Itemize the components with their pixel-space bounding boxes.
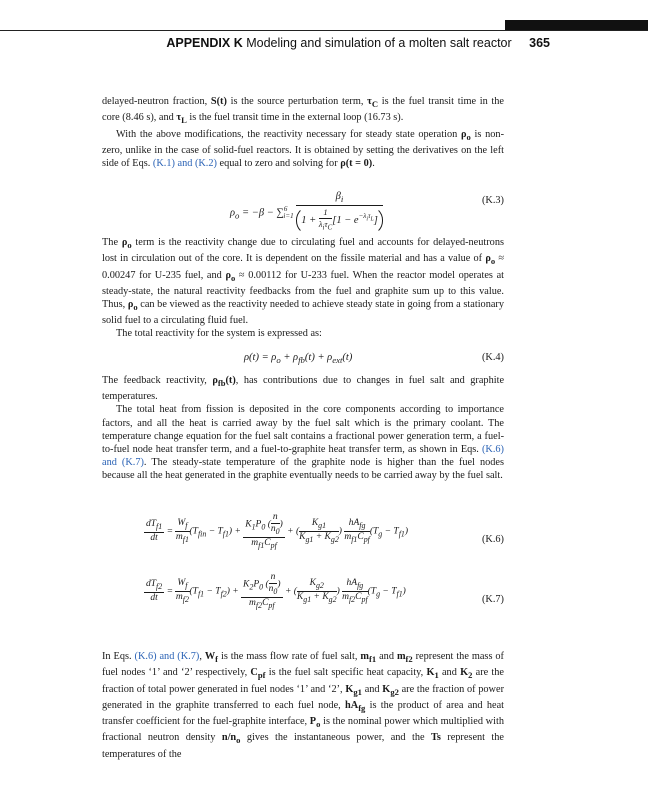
appendix-label: APPENDIX K bbox=[166, 36, 243, 50]
eq-ref-link[interactable]: (K.6) and (K.7) bbox=[134, 651, 200, 662]
equation-k7: $\frac{dT_{f2}}{dt}$ = $\frac{W_f}{m_{f2}}$ $(T_{f1} - T_{f2})$ + $K_2P_0$ ( $\frac{n}{n_0}$ ) $m_{f2}C_{pf}$ + ( $\frac{K_{g2}}{K_{g1} + K_{g2}}$ ) $\frac{hA_{fg}}{m_{f2}C_{pf}}$ $(T_g - T_{f1})$ (K.7) bbox=[146, 572, 504, 610]
eq-ref-link[interactable]: (K.1) and (K.2) bbox=[152, 157, 217, 169]
page-number: 365 bbox=[529, 36, 550, 50]
paragraph-definitions: In Eqs. (K.6) and (K.7), $W_f$ is the mass flow rate of fuel salt, $m_{f1}$ and $m_{f2}$ represent the mass of fuel nodes ‘1’ and ‘2’ respectively, $C_{pf}$ is the fuel salt specific heat capacity, $K_1$ and $K_2$ are the fraction of total power generated in fuel nodes ‘1’ and ‘2’, $K_{g1}$ and $K_{g2}$ are the fraction of power generated in the graphite transferred to each fuel node, $hA_{fg}$ is the product of area and heat transfer coefficient for the fuel-graphite interface, $P_o$ is the nominal power which multiplied with fractional neutron density $n/n_o$ gives the instantaneous power, and the Ts represent the temperatures of the bbox=[102, 651, 505, 760]
paragraph-modifications: With the above modifications, the reactivity necessary for steady state operation $\rho_o$ is non-zero, unlike in the case of solid-fuel reactors. It is obtained by setting the derivatives on the left side of Eqs. (K.1) and (K.2) equal to zero and solving for ρ(t = 0). bbox=[102, 128, 504, 169]
paragraph-total-reactivity: The total reactivity for the system is expressed as: bbox=[116, 328, 322, 340]
paragraph-transit: delayed-neutron fraction, S(t) is the source perturbation term, $\tau_C$ is the fuel transit time in the core (8.46 s), and $\tau_L$ is the fuel transit time in the external loop (16.73 s). bbox=[102, 96, 504, 126]
text-block-1 bbox=[102, 95, 504, 170]
header-bar bbox=[505, 20, 648, 30]
paragraph-feedback: The feedback reactivity, $\rho_{fb}(t)$, has contributions due to changes in fuel salt and graphite temperatures. bbox=[102, 375, 505, 403]
equation-k6: $\frac{dT_{f1}}{dt}$ = $\frac{W_f}{m_{f1}}$ $(T_{fin} - T_{f1})$ + $K_1P_0$ ( $\frac{n}{n_0}$ ) $m_{f1}C_{pf}$ + ( $\frac{K_{g1}}{K_{g1} + K_{g2}}$ ) $\frac{hA_{fg}}{m_{f1}C_{pf}}$ $(T_g - T_{f1})$ (K.6) bbox=[146, 512, 504, 550]
text-block-3 bbox=[102, 374, 504, 483]
paragraph-rho-term: The $\rho_o$ term is the reactivity change due to circulating fuel and accounts for delayed-neutrons lost in circulation out of the core. It is dependent on the fissile material and has a value of $\rho_o \approx 0.00247$ for U-235 fuel, and $\rho_o \approx 0.00112$ for U-233 fuel. When the reactor model operates at steady-state, the natural reactivity feedbacks from the fuel and graphite sum up to this value. Thus, $\rho_o$ can be viewed as the reactivity needed to achieve steady state in going from a stationary solid fuel to a circulating fluid fuel. bbox=[102, 237, 505, 327]
equation-number: (K.4) bbox=[481, 352, 504, 363]
running-header bbox=[0, 36, 550, 50]
equation-number: (K.7) bbox=[481, 594, 504, 605]
eq-ref-link[interactable]: (K.6) and (K.7) bbox=[102, 444, 504, 469]
equation-number: (K.6) bbox=[481, 534, 504, 545]
equation-number: (K.3) bbox=[481, 195, 504, 206]
paragraph-heat: The total heat from fission is deposited in the core components according to importance factors, and all the heat is carried away by the fuel salt which is the primary coolant. The temperature change equation for the fuel salt contains a fractional power generation term, a fuel-to-fuel node heat transfer term, and a fuel-to-graphite heat transfer term, as shown in Eqs. (K.6) and (K.7). The steady-state temperature of the graphite node is higher than the fuel nodes because all the heat generated in the graphite eventually needs to be carried away by the fuel salt. bbox=[102, 404, 504, 482]
equation-k4: $\rho(t) = \rho_o + \rho_{fb}(t) + \rho_{ext}(t)$ (K.4) bbox=[244, 352, 504, 366]
header-rule bbox=[0, 30, 648, 31]
text-block-4 bbox=[102, 650, 504, 761]
text-block-2 bbox=[102, 236, 504, 341]
equation-k3: $\rho_o = -\beta - \sum^6_{i=1}$ $\beta_i$ 1 + $\frac{1}{\lambda_i\tau_C}$ $[1 - e^{-\lambda_i\tau_L}]$ (K.3) bbox=[102, 185, 504, 229]
chapter-title: Modeling and simulation of a molten salt reactor bbox=[246, 36, 512, 50]
